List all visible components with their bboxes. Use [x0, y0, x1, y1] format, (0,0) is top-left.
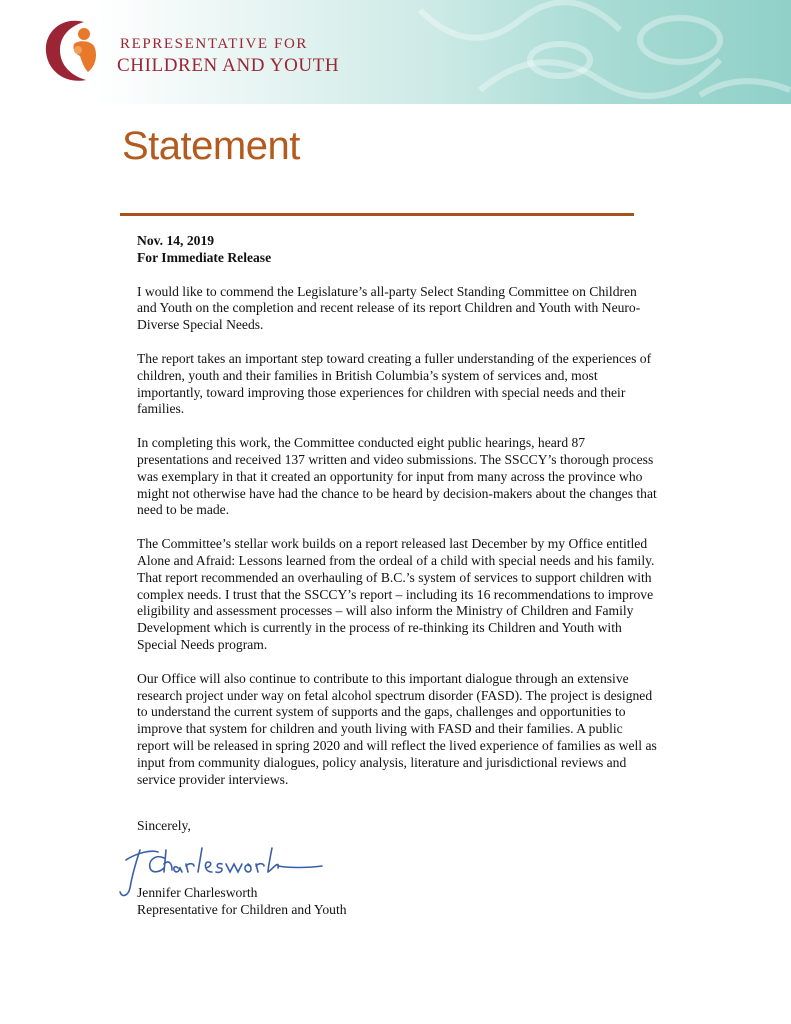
title-divider	[120, 213, 634, 216]
signer-title: Representative for Children and Youth	[137, 902, 347, 917]
paragraph: The report takes an important step toward creating a fuller understanding of the experiences of children, youth and their families in British Columbia’s system of services and, most importantly, toward improving those experiences for children with special needs and their families.	[137, 350, 652, 417]
paragraph: In completing this work, the Committee conducted eight public hearings, heard 87 presentations and received 137 written and video submissions. The SSCCY’s thorough process was exemplary in that it created an opportunity for input from many across the province who might not otherwise have had the chance to be heard by decision-makers about the changes that need to be made.	[137, 435, 657, 518]
release-meta	[137, 233, 657, 267]
decorative-pattern	[0, 0, 791, 104]
rcy-mother-child-logo-icon	[40, 14, 106, 86]
statement-body	[137, 233, 657, 805]
signer-name: Jennifer Charlesworth	[137, 885, 258, 900]
paragraph: The Committee’s stellar work builds on a report released last December by my Office entitled Alone and Afraid: Lessons learned from the ordeal of a child with special needs and his family. That report recommended an overhauling of B.C.’s system of services to support children with complex needs. I trust that the SSCCY’s report – including its 16 recommendations to improve eligibility and assessment processes – will also inform the Ministry of Children and Family Development which is currently in the process of re-thinking its Children and Youth with Special Needs program.	[137, 536, 655, 652]
org-name-line2: CHILDREN AND YOUTH	[117, 55, 340, 76]
closing-salutation: Sincerely,	[137, 818, 191, 833]
signer-block	[137, 884, 347, 918]
page-title: Statement	[122, 124, 300, 168]
release-date: Nov. 14, 2019	[137, 233, 215, 248]
letterhead-band	[0, 0, 791, 104]
paragraph: I would like to commend the Legislature’s all-party Select Standing Committee on Children and Youth on the completion and recent release of its report Children and Youth with Neuro-Diverse Special Needs.	[137, 283, 641, 333]
paragraph: Our Office will also continue to contribute to this important dialogue through an extensive research project under way on fetal alcohol spectrum disorder (FASD). The project is designed to understand the current system of supports and the gaps, challenges and opportunities to improve that system for children and youth living with FASD and their families. A public report will be released in spring 2020 and will reflect the lived experience of families as well as input from community dialogues, policy analysis, literature and jurisdictional reviews and service provider interviews.	[137, 670, 657, 787]
release-type: For Immediate Release	[137, 249, 272, 265]
org-name-line1: REPRESENTATIVE FOR	[120, 36, 309, 52]
